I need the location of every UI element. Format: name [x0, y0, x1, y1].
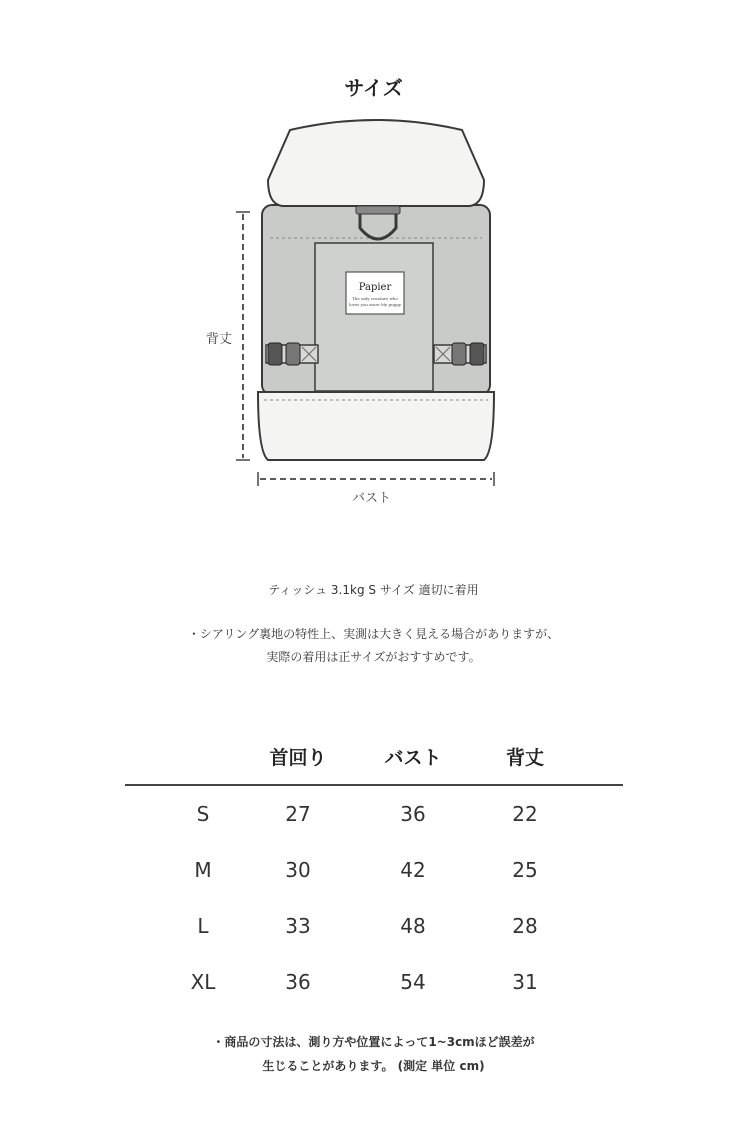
- header-back: 背丈: [505, 747, 544, 769]
- back-cell: 28: [512, 914, 538, 938]
- neck-cell: 36: [285, 970, 311, 994]
- table-row: [125, 850, 623, 906]
- bust-cell: 42: [400, 858, 426, 882]
- bust-cell: 54: [400, 970, 426, 994]
- header-rule: [125, 784, 623, 786]
- page-title: サイズ: [344, 76, 403, 100]
- badge-line1: The only creature who: [352, 296, 398, 301]
- neck-cell: 27: [285, 802, 311, 826]
- table-header: [125, 740, 623, 782]
- neck-cell: 30: [285, 858, 311, 882]
- size-cell: L: [197, 914, 209, 938]
- size-table: [125, 740, 623, 994]
- back-cell: 31: [512, 970, 538, 994]
- size-cell: XL: [190, 970, 216, 994]
- header-neck: 首回り: [269, 747, 327, 769]
- size-cell: S: [196, 802, 210, 826]
- neck-cell: 33: [285, 914, 311, 938]
- center-panel: [315, 243, 433, 391]
- table-row: [125, 962, 623, 1018]
- fit-note: ティッシュ 3.1kg S サイズ 適切に着用: [268, 583, 479, 597]
- footer-note-line2: 生じることがあります。 (測定 単位 cm): [262, 1059, 485, 1073]
- bust-cell: 36: [400, 802, 426, 826]
- back-length-dimension: [236, 212, 250, 460]
- fabric-note-line2: 実際の着用は正サイズがおすすめです。: [266, 650, 481, 664]
- bust-dimension: [258, 472, 494, 486]
- bust-label: バスト: [352, 491, 392, 506]
- bust-cell: 48: [400, 914, 426, 938]
- left-buckle: [266, 343, 318, 365]
- header-bust: バスト: [384, 747, 442, 769]
- size-cell: M: [194, 858, 212, 882]
- garment-diagram: [0, 0, 747, 520]
- brand-badge: [346, 272, 404, 314]
- footer-note-line1: ・商品の寸法は、測り方や位置によって1~3cmほど誤差が: [212, 1035, 535, 1049]
- badge-line2: loves you more My puppy: [348, 302, 402, 307]
- right-buckle: [434, 343, 486, 365]
- table-row: [125, 794, 623, 850]
- back-cell: 25: [512, 858, 538, 882]
- badge-brand: Papier: [358, 282, 392, 293]
- back-cell: 22: [512, 802, 538, 826]
- hem: [258, 392, 494, 460]
- table-row: [125, 906, 623, 962]
- fabric-note-line1: ・シアリング裏地の特性上、実測は大きく見える場合がありますが、: [187, 627, 560, 641]
- back-length-label: 背丈: [206, 332, 233, 347]
- collar: [268, 120, 484, 206]
